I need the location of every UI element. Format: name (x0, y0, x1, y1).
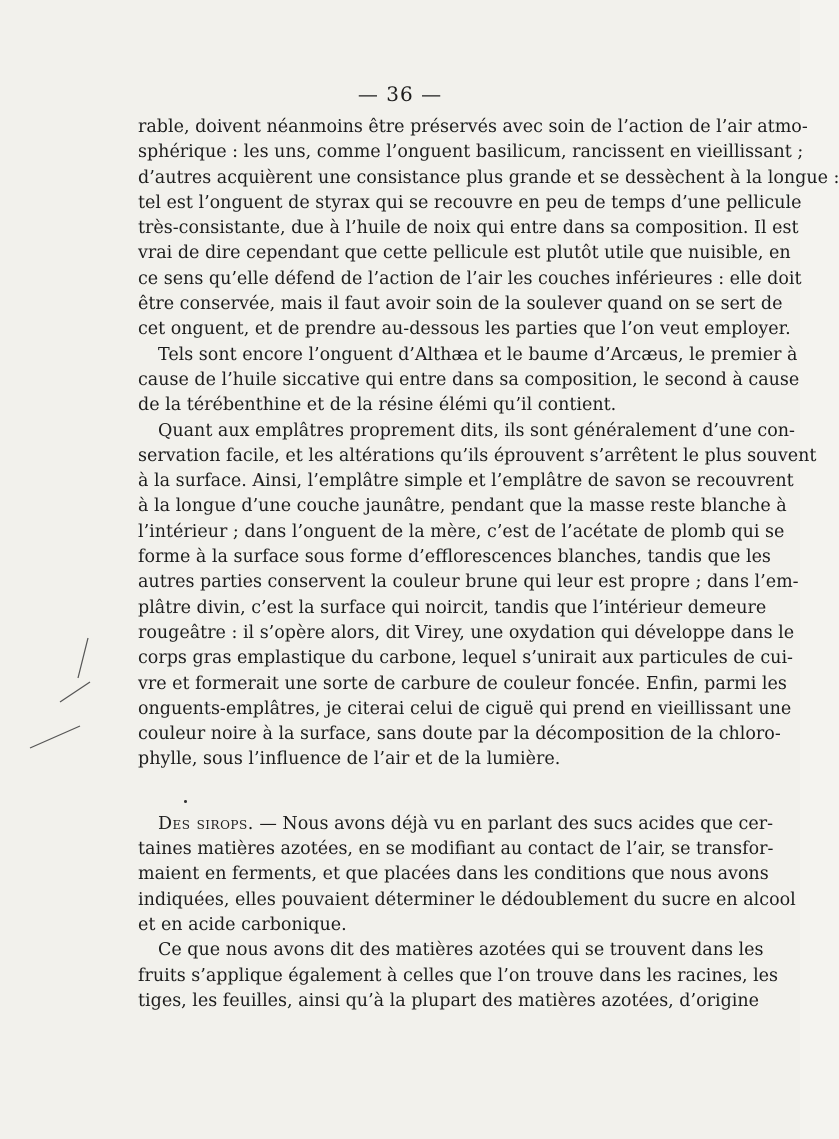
section-gap (138, 773, 710, 812)
text-line: sphérique : les uns, comme l’onguent basilicum, rancissent en vieillissant ; (138, 142, 804, 163)
text-line: tel est l’onguent de styrax qui se recouvre en peu de temps d’une pellicule (138, 192, 802, 213)
margin-pencil-mark (20, 630, 110, 760)
text-line: vrai de dire cependant que cette pellicule est plutôt utile que nuisible, en (138, 243, 791, 264)
text-line: taines matières azotées, en se modifiant au contact de l’air, se transfor- (138, 839, 774, 860)
text-line: à la longue d’une couche jaunâtre, pendant que la masse reste blanche à (138, 496, 787, 517)
text-line: couleur noire à la surface, sans doute par la décomposition de la chloro- (138, 724, 781, 745)
body-text (138, 115, 839, 1014)
text-line: très-consistante, due à l’huile de noix qui entre dans sa composition. Il est (138, 218, 799, 239)
text-line: Ce que nous avons dit des matières azotées qui se trouvent dans les (158, 940, 764, 961)
text-line: maient en ferments, et que placées dans les conditions que nous avons (138, 864, 769, 885)
text-line: plâtre divin, c’est la surface qui noircit, tandis que l’intérieur demeure (138, 597, 767, 618)
text-line: phylle, sous l’influence de l’air et de la lumière. (138, 749, 561, 770)
text-line: corps gras emplastique du carbone, lequel s’unirait aux particules de cui- (138, 648, 793, 669)
text-line: ce sens qu’elle défend de l’action de l’air les couches inférieures : elle doit (138, 268, 802, 289)
text-line: d’autres acquièrent une consistance plus grande et se dessèchent à la longue : (138, 167, 839, 188)
text-line: l’intérieur ; dans l’onguent de la mère, c’est de l’acétate de plomb qui se (138, 521, 785, 542)
speck-mark (184, 800, 187, 803)
text-line: cet onguent, et de prendre au-dessous les parties que l’on veut employer. (138, 319, 791, 340)
text-line: autres parties conservent la couleur brune qui leur est propre ; dans l’em- (138, 572, 799, 593)
text-line: servation facile, et les altérations qu’ils éprouvent s’arrêtent le plus souvent (138, 445, 817, 466)
text-line: — Nous avons déjà vu en parlant des sucs acides que cer- (259, 813, 773, 834)
text-line: Quant aux emplâtres proprement dits, ils sont généralement d’une con- (158, 420, 795, 441)
text-line: et en acide carbonique. (138, 914, 347, 935)
text-line: Tels sont encore l’onguent d’Althæa et le baume d’Arcæus, le premier à (158, 344, 798, 365)
text-line: être conservée, mais il faut avoir soin de la soulever quand on se sert de (138, 294, 783, 315)
page-number: — 36 — (357, 82, 443, 106)
section-heading-line (138, 812, 773, 837)
text-line: de la térébenthine et de la résine élémi qu’il contient. (138, 395, 617, 416)
text-line: indiquées, elles pouvaient déterminer le dédoublement du sucre en alcool (138, 889, 796, 910)
text-line: vre et formerait une sorte de carbure de couleur foncée. Enfin, parmi les (138, 673, 787, 694)
text-line: rable, doivent néanmoins être préservés avec soin de l’action de l’air atmo- (138, 117, 808, 137)
text-line: cause de l’huile siccative qui entre dans sa composition, le second à cause (138, 369, 800, 390)
text-line: tiges, les feuilles, ainsi qu’à la plupart des matières azotées, d’origine (138, 990, 759, 1011)
text-line: forme à la surface sous forme d’efflorescences blanches, tandis que les (138, 547, 771, 568)
section-heading: Des sirops. (158, 813, 254, 834)
text-line: rougeâtre : il s’opère alors, dit Virey, une oxydation qui développe dans le (138, 622, 795, 643)
text-line: onguents-emplâtres, je citerai celui de ciguë qui prend en vieillissant une (138, 698, 792, 719)
text-line: fruits s’applique également à celles que l’on trouve dans les racines, les (138, 965, 779, 986)
text-line: à la surface. Ainsi, l’emplâtre simple et l’emplâtre de savon se recouvrent (138, 471, 794, 492)
